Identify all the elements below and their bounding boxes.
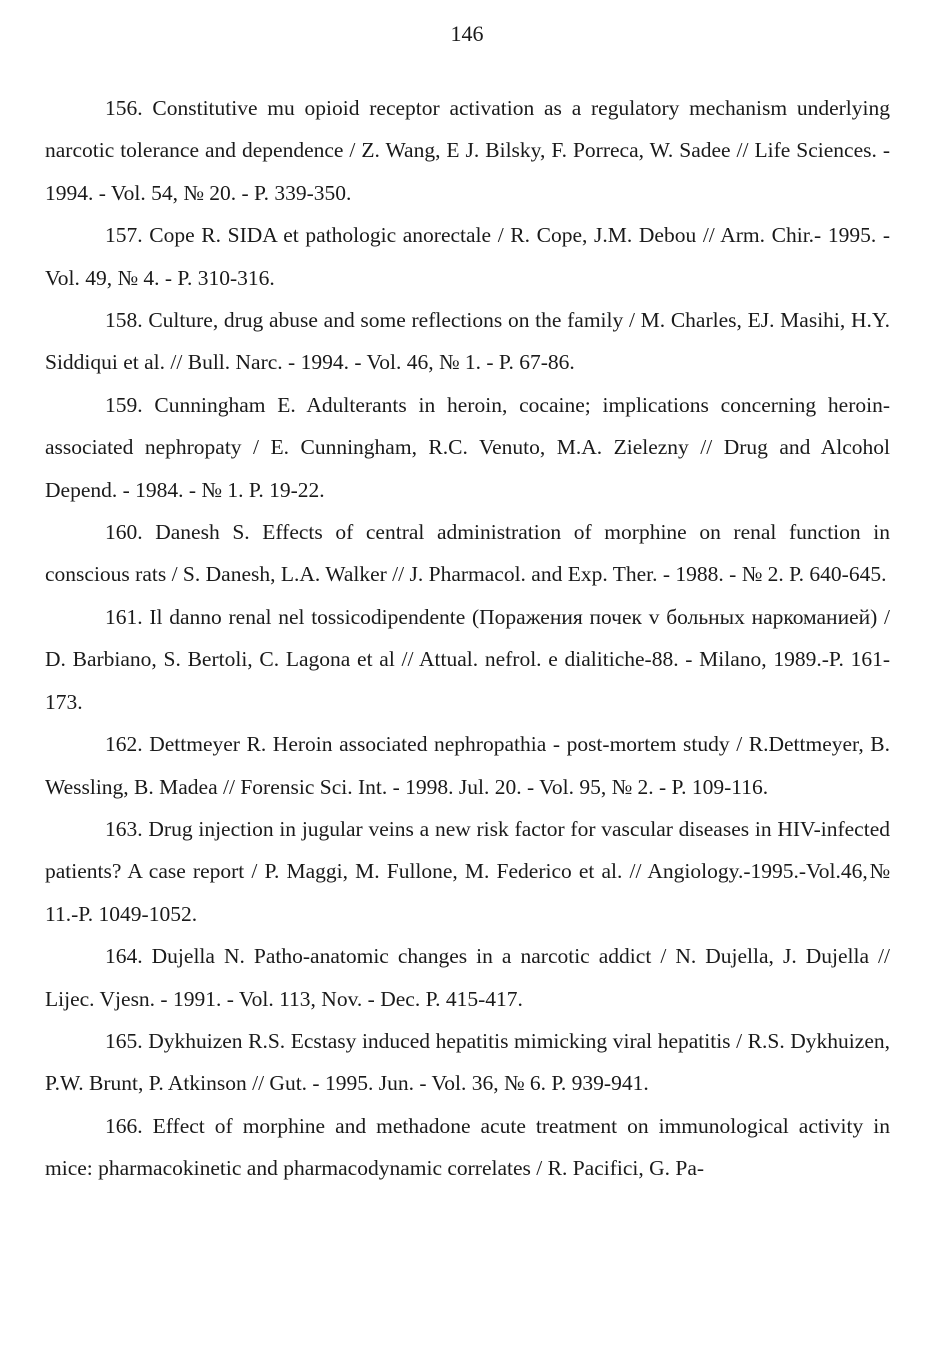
reference-item: 157. Cope R. SIDA et pathologic anorectale / R. Cope, J.M. Debou // Arm. Chir.- 1995. - Vol. 49, № 4. - P. 310-316. [45, 223, 890, 290]
reference-item: 166. Effect of morphine and methadone acute treatment on immunological activity in mice: pharmacokinetic and pharmacodynamic correlates / R. Pacifici, G. Pa- [45, 1113, 890, 1181]
reference-item: 161. Il danno renal nel tossicodipendente (Поражения почек v больных наркоманией) / D. Barbiano, S. Bertoli, C. Lagona et al // Attual. nefrol. e dialitiche-88. - Milano, 1989.-P. 161-173. [45, 604, 890, 714]
reference-item: 156. Constitutive mu opioid receptor activation as a regulatory mechanism underlying narcotic tolerance and dependence / Z. Wang, E J. Bilsky, F. Porreca, W. Sadee // Life Sciences. - 1994. - Vol. 54, № 20. - P. 339-350. [45, 96, 890, 205]
reference-item: 162. Dettmeyer R. Heroin associated nephropathia - post-mortem study / R.Dettmeyer, B. Wessling, B. Madea // Forensic Sci. Int. - 1998. Jul. 20. - Vol. 95, № 2. - P. 109-116. [45, 732, 890, 799]
reference-item: 163. Drug injection in jugular veins a new risk factor for vascular diseases in HIV-infected patients? A case report / P. Maggi, M. Fullone, M. Federico et al. // Angiology.-1995.-Vol.46,№ 11.-P. 1049-1052. [45, 816, 890, 926]
reference-item: 158. Culture, drug abuse and some reflections on the family / M. Charles, EJ. Masihi, H.Y. Siddiqui et al. // Bull. Narc. - 1994. - Vol. 46, № 1. - P. 67-86. [45, 308, 890, 375]
reference-item: 160. Danesh S. Effects of central administration of morphine on renal function in conscious rats / S. Danesh, L.A. Walker // J. Pharmacol. and Exp. Ther. - 1988. - № 2. P. 640-645. [45, 520, 890, 587]
page-number: 146 [450, 21, 484, 46]
reference-item: 164. Dujella N. Patho-anatomic changes in a narcotic addict / N. Dujella, J. Dujella // Lijec. Vjesn. - 1991. - Vol. 113, Nov. - Dec. P. 415-417. [45, 944, 890, 1011]
reference-item: 165. Dykhuizen R.S. Ecstasy induced hepatitis mimicking viral hepatitis / R.S. Dykhuizen, P.W. Brunt, P. Atkinson // Gut. - 1995. Jun. - Vol. 36, № 6. P. 939-941. [45, 1028, 890, 1096]
reference-item: 159. Cunningham E. Adulterants in heroin, cocaine; implications concerning heroin-associated nephropaty / E. Cunningham, R.C. Venuto, M.A. Zielezny // Drug and Alcohol Depend. - 1984. - № 1. P. 19-22. [45, 392, 890, 502]
reference-list [45, 87, 890, 1190]
